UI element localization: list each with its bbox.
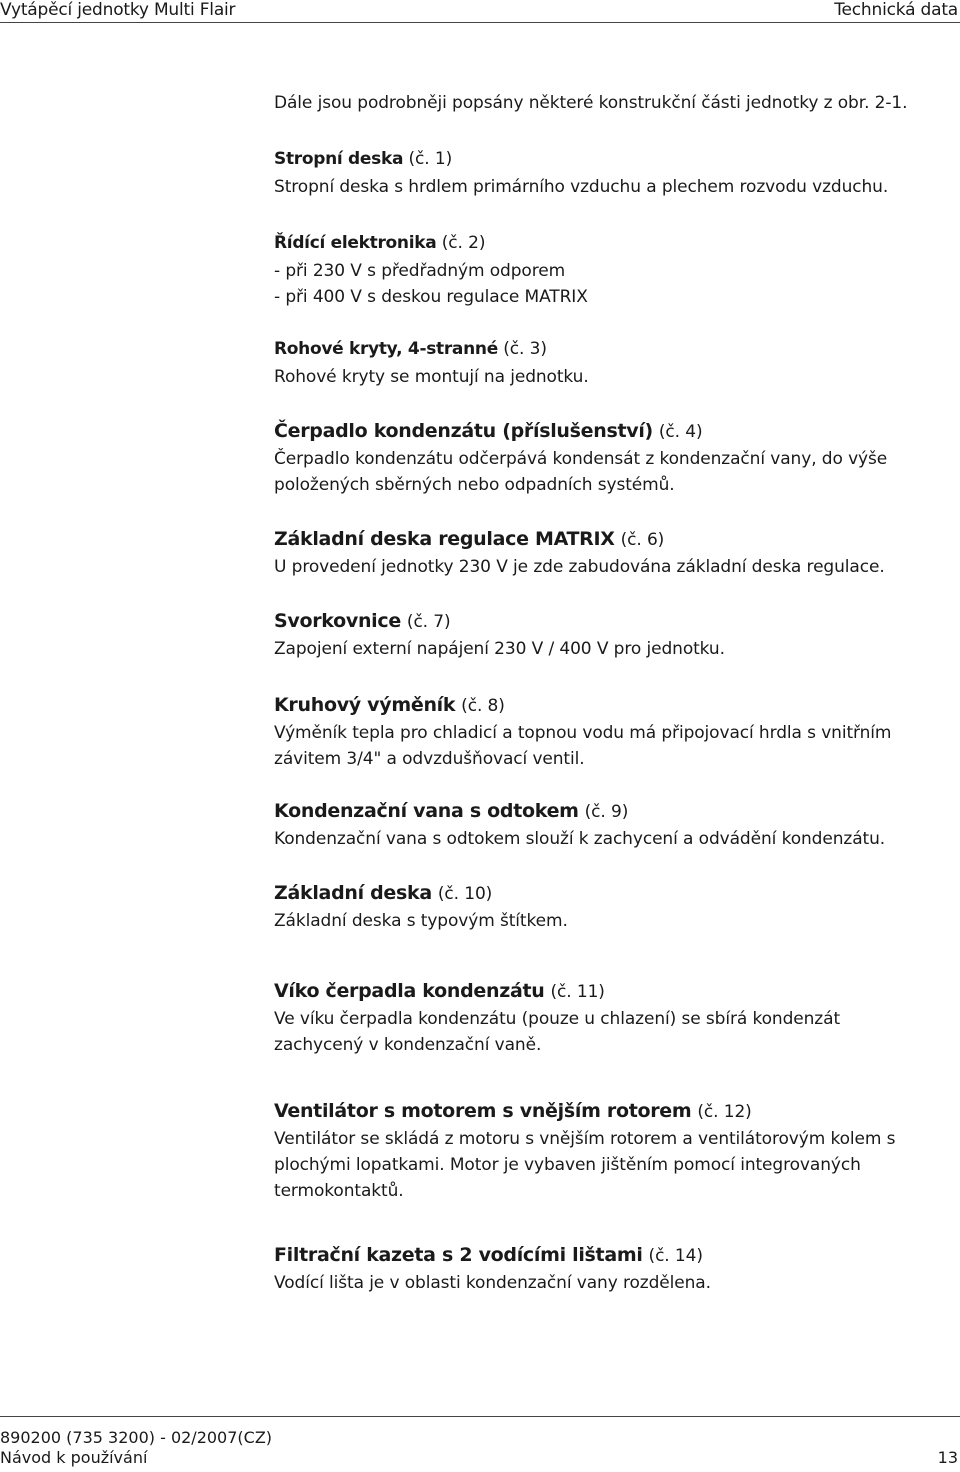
- section-ventilator: [274, 1098, 934, 1204]
- section-heading: [274, 146, 934, 174]
- section-heading: [274, 526, 934, 554]
- section-text-line: Ventilátor se skládá z motoru s vnějším rotorem a ventilátorovým kolem s: [274, 1129, 896, 1149]
- section-ridici-elektronika: [274, 230, 934, 310]
- section-text-line: - při 400 V s deskou regulace MATRIX: [274, 287, 588, 307]
- section-ref: (č. 8): [461, 696, 505, 716]
- document-number: 890200 (735 3200) - 02/2007(CZ): [0, 1428, 273, 1447]
- section-ref: (č. 7): [406, 612, 451, 632]
- section-title-text: Rohové kryty, 4-stranné: [274, 339, 498, 359]
- section-ref: (č. 10): [437, 884, 493, 904]
- section-text-line: Rohové kryty se montují na jednotku.: [274, 367, 589, 387]
- page-number: 13: [937, 1448, 958, 1467]
- section-ref: (č. 2): [441, 233, 486, 253]
- section-title-text: Kruhový výměník: [274, 694, 456, 716]
- section-heading: [274, 230, 934, 258]
- section-text-line: Zapojení externí napájení 230 V / 400 V pro jednotku.: [274, 639, 725, 659]
- section-ref: (č. 6): [620, 530, 665, 550]
- footer-divider: [0, 1416, 960, 1417]
- section-title-text: Základní deska regulace MATRIX: [274, 528, 615, 550]
- section-zakladni-deska-regulace: [274, 526, 934, 580]
- section-ref: (č. 14): [648, 1246, 703, 1266]
- section-title-text: Stropní deska: [274, 149, 404, 169]
- section-title-text: Řídící elektronika: [274, 233, 437, 253]
- document-title: Vytápěcí jednotky Multi Flair: [0, 0, 236, 20]
- section-ref: (č. 1): [408, 149, 453, 169]
- section-text-line: Kondenzační vana s odtokem slouží k zachycení a odvádění kondenzátu.: [274, 829, 886, 849]
- section-ref: (č. 11): [550, 982, 605, 1002]
- section-heading: [274, 880, 934, 908]
- section-heading: [274, 418, 934, 446]
- section-title-text: Čerpadlo kondenzátu (příslušenství): [274, 420, 653, 442]
- section-text-line: Ve víku čerpadla kondenzátu (pouze u chlazení) se sbírá kondenzát: [274, 1009, 841, 1029]
- section-title-text: Ventilátor s motorem s vnějším rotorem: [274, 1100, 692, 1122]
- section-zakladni-deska: [274, 880, 934, 934]
- section-heading: [274, 1242, 934, 1270]
- section-text-line: U provedení jednotky 230 V je zde zabudována základní deska regulace.: [274, 557, 885, 577]
- section-ref: (č. 12): [697, 1102, 752, 1122]
- section-rohove-kryty: [274, 336, 934, 390]
- section-title-text: Filtrační kazeta s 2 vodícími lištami: [274, 1244, 643, 1266]
- section-viko-cerpadla: [274, 978, 934, 1058]
- intro-paragraph: Dále jsou podrobněji popsány některé konstrukční části jednotky z obr. 2-1.: [274, 93, 908, 113]
- section-text-line: závitem 3/4" a odvzdušňovací ventil.: [274, 749, 585, 769]
- section-stropni-deska: [274, 146, 934, 200]
- section-heading: [274, 798, 934, 826]
- section-ref: (č. 4): [658, 422, 703, 442]
- section-title-text: Svorkovnice: [274, 610, 401, 632]
- section-title: Technická data: [834, 0, 958, 20]
- section-text-line: Čerpadlo kondenzátu odčerpává kondensát z kondenzační vany, do výše: [274, 449, 888, 469]
- section-cerpadlo-kondenzatu: [274, 418, 934, 498]
- section-text-line: plochými lopatkami. Motor je vybaven jištěním pomocí integrovaných: [274, 1155, 861, 1175]
- section-heading: [274, 978, 934, 1006]
- section-svorkovnice: [274, 608, 934, 662]
- section-title-text: Kondenzační vana s odtokem: [274, 800, 579, 822]
- section-kruhovy-vymenik: [274, 692, 934, 772]
- section-text-line: Základní deska s typovým štítkem.: [274, 911, 568, 931]
- section-text-line: - při 230 V s předřadným odporem: [274, 261, 566, 281]
- section-heading: [274, 1098, 934, 1126]
- section-text-line: položených sběrných nebo odpadních systémů.: [274, 475, 675, 495]
- section-text-line: zachycený v kondenzační vaně.: [274, 1035, 542, 1055]
- section-ref: (č. 3): [503, 339, 547, 359]
- section-text-line: Stropní deska s hrdlem primárního vzduchu a plechem rozvodu vzduchu.: [274, 177, 889, 197]
- header-divider: [0, 22, 960, 23]
- section-ref: (č. 9): [584, 802, 629, 822]
- section-kondenzacni-vana: [274, 798, 934, 852]
- section-title-text: Víko čerpadla kondenzátu: [274, 980, 545, 1002]
- section-text-line: Výměník tepla pro chladicí a topnou vodu má připojovací hrdla s vnitřním: [274, 723, 892, 743]
- section-heading: [274, 336, 934, 364]
- section-text-line: termokontaktů.: [274, 1181, 404, 1201]
- section-title-text: Základní deska: [274, 882, 432, 904]
- section-text-line: Vodící lišta je v oblasti kondenzační vany rozdělena.: [274, 1273, 711, 1293]
- section-filtracni-kazeta: [274, 1242, 934, 1296]
- manual-label: Návod k používání: [0, 1448, 148, 1467]
- section-heading: [274, 608, 934, 636]
- section-heading: [274, 692, 934, 720]
- main-content: [274, 90, 934, 1293]
